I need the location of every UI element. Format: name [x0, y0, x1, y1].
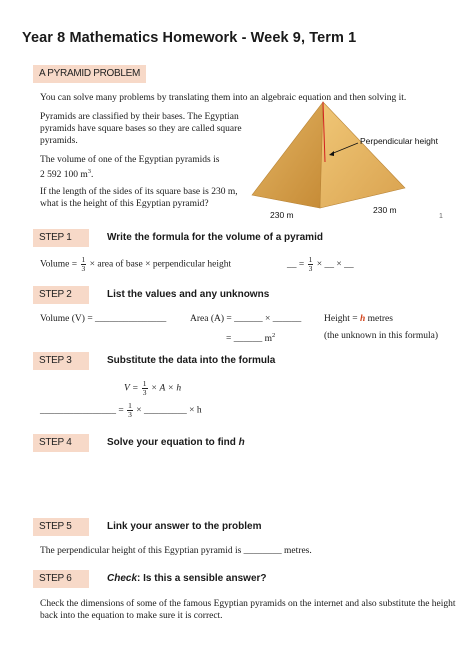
step-3-substitution: ________________ = $\frac{1}{3}$ × _________ × h: [40, 401, 202, 419]
step-5-heading: Link your answer to the problem: [107, 521, 262, 532]
fraction-one-third: $\frac{1}{3}$: [81, 255, 86, 273]
step-3-formula: V = $\frac{1}{3}$ × A × h: [124, 379, 182, 397]
step-1-tag: STEP 1: [33, 229, 89, 247]
pyramid-figure: [245, 100, 455, 225]
step-3-heading: Substitute the data into the formula: [107, 355, 276, 366]
step-2-area: Area (A) = ______ × ______: [190, 314, 302, 324]
fraction-one-third: $\frac{1}{3}$: [308, 255, 313, 273]
paragraph-bases: Pyramids are classified by their bases. The Egyptian pyramids have square bases so they are called square pyramids.: [40, 112, 242, 147]
step-1-formula: Volume = $\frac{1}{3}$ × area of base × perpendicular height: [40, 255, 232, 273]
section-tag: A PYRAMID PROBLEM: [33, 65, 146, 83]
step-6-heading: Check: Is this a sensible answer?: [107, 573, 267, 584]
step-2-heading: List the values and any unknowns: [107, 289, 270, 300]
step-2-unknown-note: (the unknown in this formula): [324, 331, 438, 341]
fraction-one-third: $\frac{1}{3}$: [142, 379, 147, 397]
step-6-text: Check the dimensions of some of the famous Egyptian pyramids on the internet and also substitute the height back into the equation to make sure it is correct.: [40, 599, 456, 622]
step-5-text: The perpendicular height of this Egyptian pyramid is ________ metres.: [40, 546, 312, 556]
step-2-volume: Volume (V) = _______________: [40, 314, 167, 324]
step-4-tag: STEP 4: [33, 434, 89, 452]
label-base-left: 230 m: [270, 210, 294, 220]
page-title: Year 8 Mathematics Homework - Week 9, Term 1: [22, 30, 357, 46]
label-base-right: 230 m: [373, 205, 397, 215]
step-2-area-result: = ______ $m^2$: [226, 332, 276, 345]
page-number: 1: [439, 213, 443, 220]
step-6-tag: STEP 6: [33, 570, 89, 588]
step-2-height: Height = h metres: [324, 314, 393, 324]
label-perpendicular-height: Perpendicular height: [360, 136, 438, 146]
step-5-tag: STEP 5: [33, 518, 89, 536]
step-3-tag: STEP 3: [33, 352, 89, 370]
fraction-one-third: $\frac{1}{3}$: [128, 401, 132, 419]
step-4-heading: Solve your equation to find h: [107, 437, 245, 448]
pyramid-left-face: [252, 102, 323, 208]
step-1-heading: Write the formula for the volume of a pyramid: [107, 232, 323, 243]
step-1-blank-formula: __ = $\frac{1}{3}$ × __ × __: [287, 255, 354, 273]
step-2-tag: STEP 2: [33, 286, 89, 304]
paragraph-volume: The volume of one of the Egyptian pyramids is 2 592 100 $m^3$.: [40, 155, 220, 181]
paragraph-question: If the length of the sides of its square base is 230 m, what is the height of this Egyptian pyramid?: [40, 187, 238, 210]
intro-text: You can solve many problems by translating them into an algebraic equation and then solving it.: [40, 93, 407, 103]
